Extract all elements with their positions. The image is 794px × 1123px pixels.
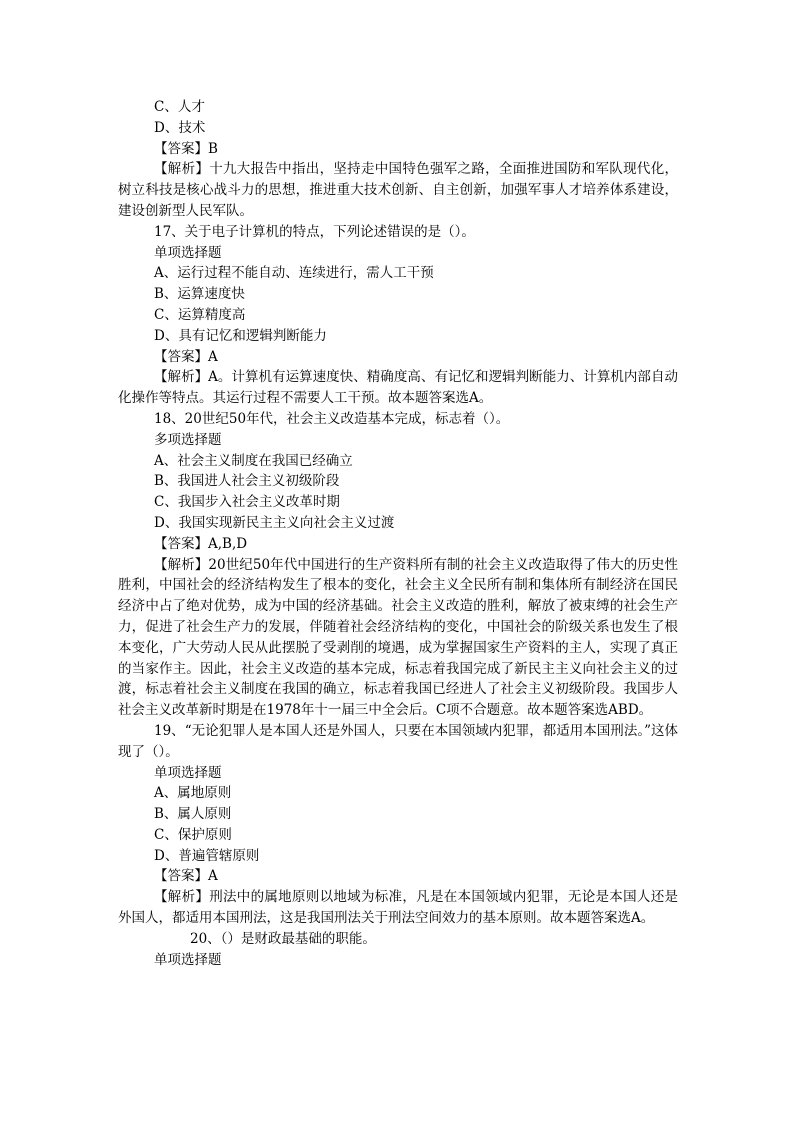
q18-answer: 【答案】A,B,D <box>154 535 248 552</box>
q18-type: 多项选择题 <box>154 431 222 448</box>
q18-option-a: A、社会主义制度在我国已经确立 <box>154 452 353 469</box>
q19-option-a: A、属地原则 <box>154 785 232 802</box>
q16-analysis: 【解析】十九大报告中指出，坚持走中国特色强军之路，全面推进国防和军队现代化，树立科技是核心战斗力的思想，推进重大技术创新、自主创新，加强军事人才培养体系建设，建设创新型人民军队。 <box>118 161 678 219</box>
q17-answer: 【答案】A <box>154 348 218 365</box>
q19-option-c: C、保护原则 <box>154 826 232 843</box>
q20-type: 单项选择题 <box>154 951 222 968</box>
q17-option-b: B、运算速度快 <box>154 286 245 303</box>
q18-question: 18、20世纪50年代，社会主义改造基本完成，标志着（）。 <box>154 410 510 427</box>
q16-answer: 【答案】B <box>154 140 218 157</box>
q19-option-b: B、属人原则 <box>154 806 232 823</box>
q17-question: 17、关于电子计算机的特点，下列论述错误的是（）。 <box>154 223 475 240</box>
q19-type: 单项选择题 <box>154 764 222 781</box>
q16-option-d: D、技术 <box>154 119 206 136</box>
q19-answer: 【答案】A <box>154 868 218 885</box>
q19-analysis: 【解析】刑法中的属地原则以地域为标准，凡是在本国领域内犯罪，无论是本国人还是外国人，都适用本国刑法，这是我国刑法关于刑法空间效力的基本原则。故本题答案选A。 <box>118 889 678 927</box>
q18-option-b: B、我国进人社会主义初级阶段 <box>154 473 340 490</box>
q17-option-d: D、具有记忆和逻辑判断能力 <box>154 327 327 344</box>
q17-type: 单项选择题 <box>154 244 222 261</box>
q18-option-c: C、我国步入社会主义改革时期 <box>154 494 340 511</box>
q17-option-c: C、运算精度高 <box>154 306 246 323</box>
q18-option-d: D、我国实现新民主主义向社会主义过渡 <box>154 514 395 531</box>
q17-option-a: A、运行过程不能自动、连续进行，需人工干预 <box>154 265 434 282</box>
q19-option-d: D、普遍管辖原则 <box>154 847 260 864</box>
q19-question: 19、“无论犯罪人是本国人还是外国人，只要在本国领域内犯罪，都适用本国刑法。”这体现了（）。 <box>118 722 678 760</box>
q17-analysis: 【解析】A。计算机有运算速度快、精确度高、有记忆和逻辑判断能力、计算机内部自动化操作等特点。其运行过程不需要人工干预。故本题答案选A。 <box>118 369 678 407</box>
q16-option-c: C、人才 <box>154 99 205 115</box>
q18-analysis: 【解析】20世纪50年代中国进行的生产资料所有制的社会主义改造取得了伟大的历史性胜利，中国社会的经济结构发生了根本的变化，社会主义全民所有制和集体所有制经济在国民经济中占了绝对优势，成为中国的经济基础。社会主义改造的胜利，解放了被束缚的社会生产力，促进了社会生产力的发展，伴随着社会经济结构的变化，中国社会的阶级关系也发生了根本变化，广大劳动人民从此摆脱了受剥削的境遇，成为掌握国家生产资料的主人，实现了真正的当家作主。因此，社会主义改造的基本完成，标志着我国完成了新民主主义向社会主义的过渡，标志着社会主义制度在我国的确立，标志着我国已经进人了社会主义初级阶段。我国步人社会主义改革新时期是在1978年十一届三中全会后。C项不合题意。故本题答案选ABD。 <box>118 556 678 719</box>
q20-question: 20、（）是财政最基础的职能。 <box>190 930 376 947</box>
document-body <box>118 97 678 970</box>
